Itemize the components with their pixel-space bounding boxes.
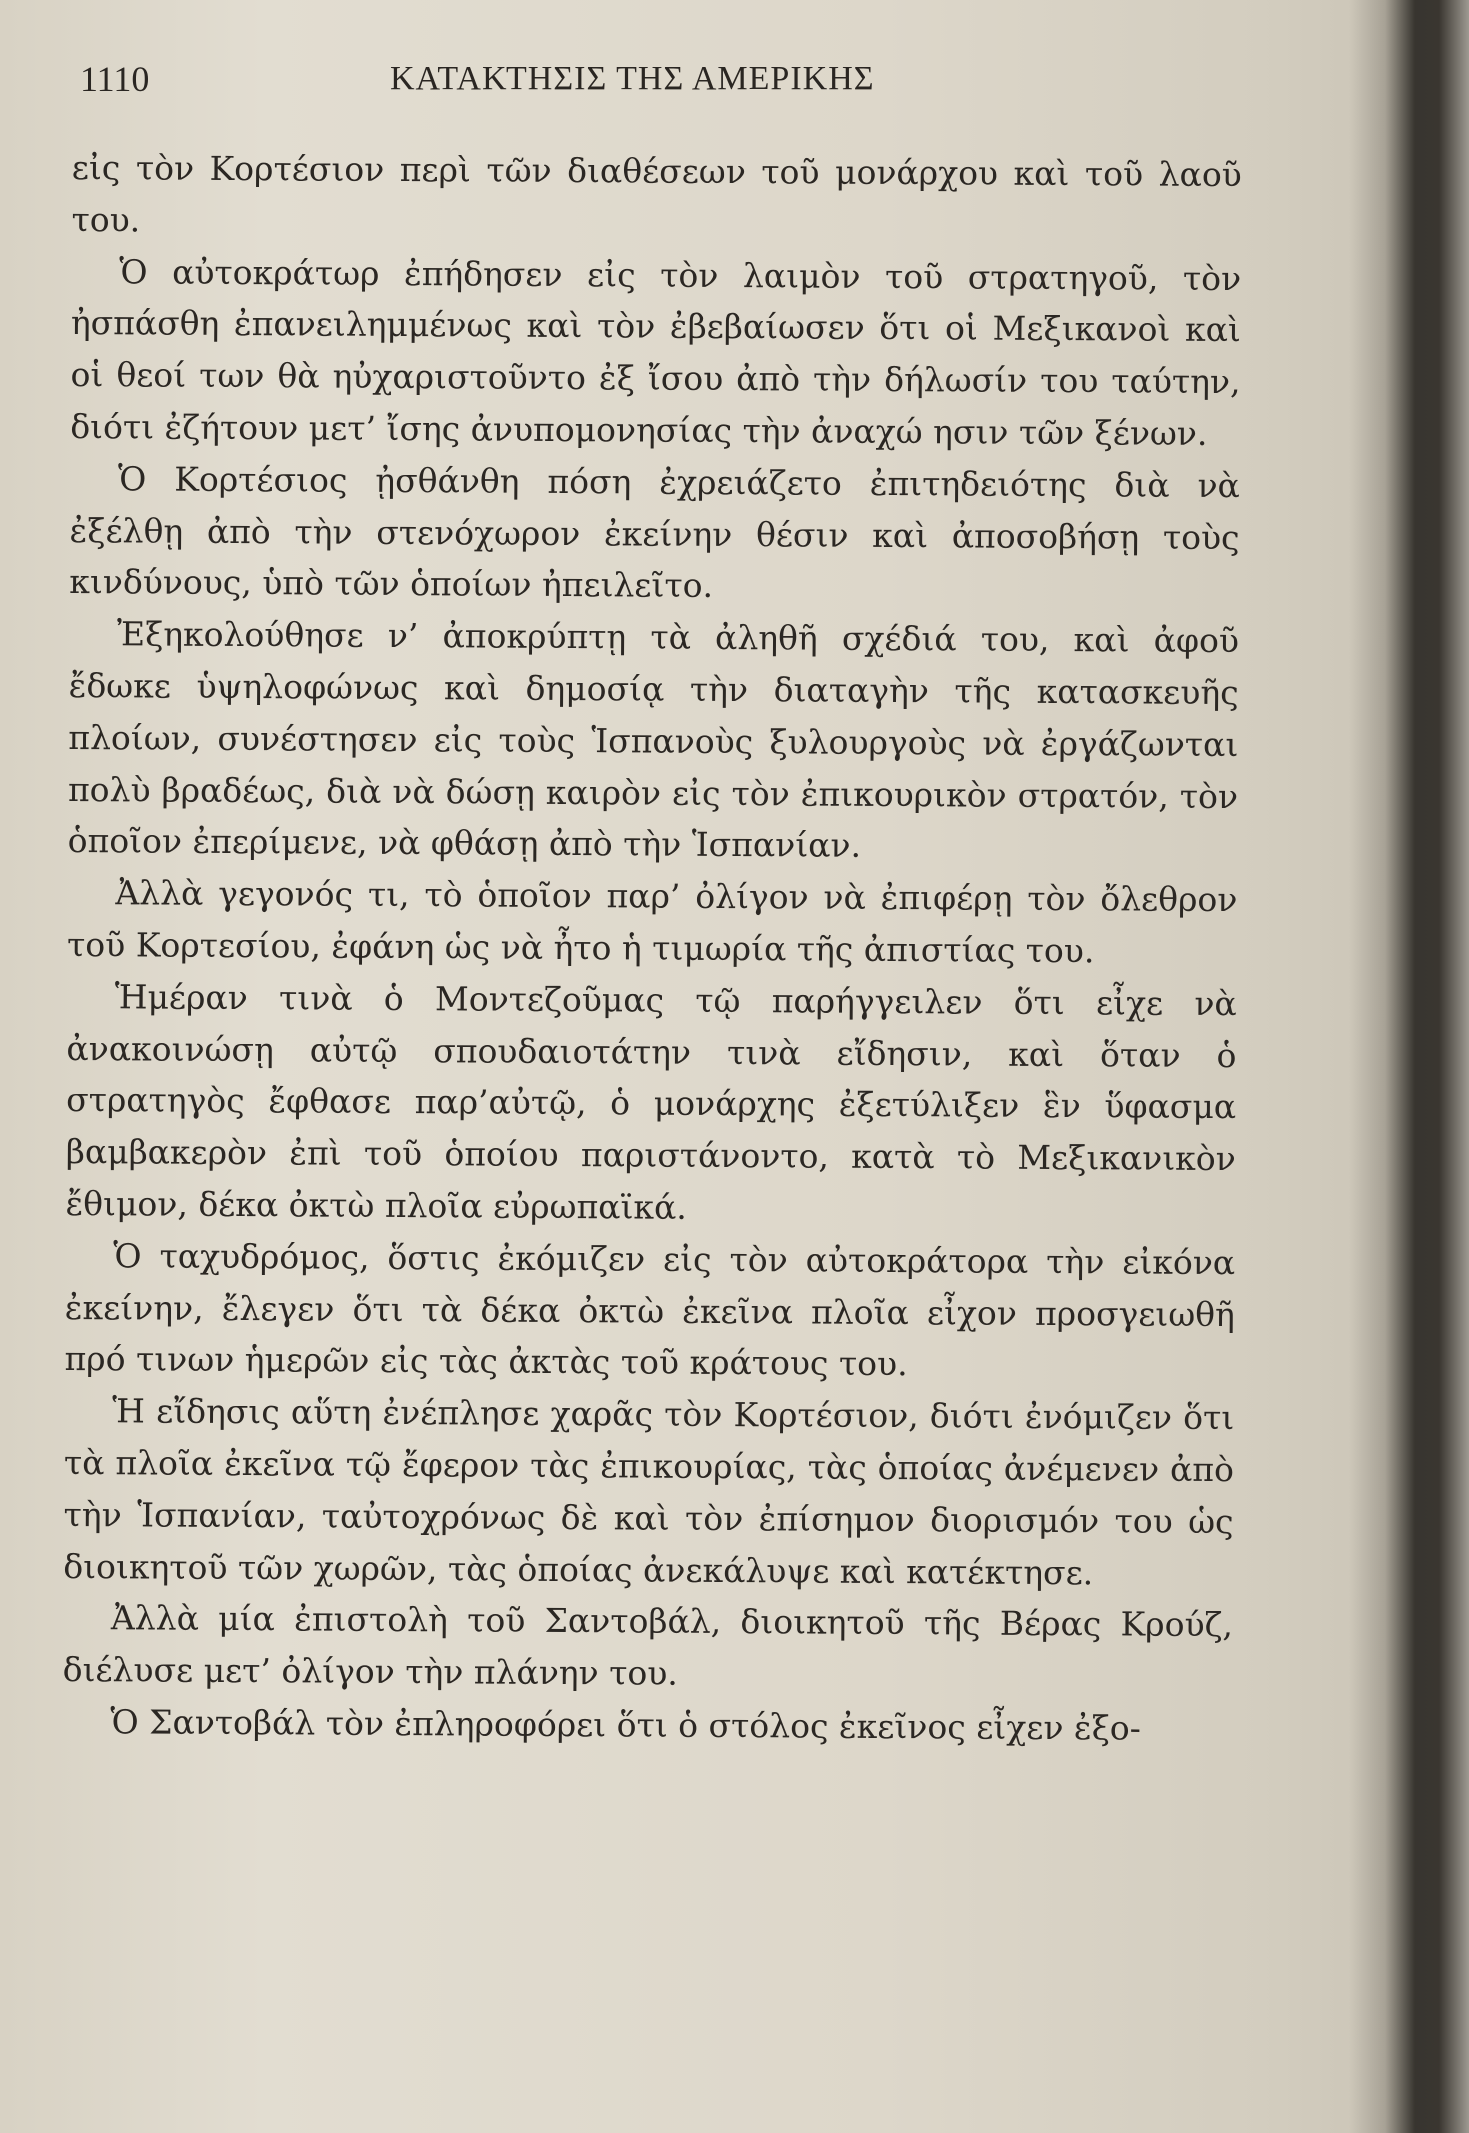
- page-number: 1110: [80, 59, 150, 99]
- paragraph: Ὁ Σαντοβάλ τὸν ἐπληροφόρει ὅτι ὁ στόλος ἐκεῖνος εἶχεν ἐξο-: [110, 1702, 1141, 1748]
- paragraph: Ὁ Κορτέσιος ᾐσθάνθη πόση ἐχρειάζετο ἐπιτηδειότης διὰ νὰ ἐξέλθῃ ἀπὸ τὴν στενόχωρον ἐκείνην θέσιν καὶ ἀποσοβήσῃ τοὺς κινδύνους, ὑπὸ τῶν ὁποίων ἠπειλεῖτο.: [69, 459, 1241, 606]
- page-header-title: ΚΑΤΑΚΤΗΣΙΣ ΤΗΣ ΑΜΕΡΙΚΗΣ: [390, 60, 875, 97]
- paragraph: Ἐξηκολούθησε ν’ ἀποκρύπτῃ τὰ ἀληθῆ σχέδιά του, καὶ ἀφοῦ ἔδωκε ὑψηλοφώνως καὶ δημοσίᾳ τὴν διαταγὴν τῆς κατασκευῆς πλοίων, συνέστησεν εἰς τοὺς Ἱσπανοὺς ξυλουργοὺς νὰ ἐργάζωνται πολὺ βραδέως, διὰ νὰ δώσῃ καιρὸν εἰς τὸν ἐπικουρικὸν στρατόν, τὸν ὁποῖον ἐπερίμενε, νὰ φθάσῃ ἀπὸ τὴν Ἱσπανίαν.: [67, 614, 1240, 866]
- paragraph: Ὁ ταχυδρόμος, ὅστις ἐκόμιζεν εἰς τὸν αὐτοκράτορα τὴν εἰκόνα ἐκείνην, ἔλεγεν ὅτι τὰ δέκα ὀκτὼ ἐκεῖνα πλοῖα εἶχον προσγειωθῆ πρό τινων ἡμερῶν εἰς τὰς ἀκτὰς τοῦ κράτους του.: [64, 1236, 1236, 1384]
- paragraph: Ἀλλὰ μία ἐπιστολὴ τοῦ Σαντοβάλ, διοικητοῦ τῆς Βέρας Κρούζ, διέλυσε μετ’ ὀλίγον τὴν πλάνην του.: [62, 1598, 1234, 1693]
- paragraph: Ὁ αὐτοκράτωρ ἐπήδησεν εἰς τὸν λαιμὸν τοῦ στρατηγοῦ, τὸν ἠσπάσθη ἐπανειλημμένως καὶ τὸν ἐβεβαίωσεν ὅτι οἱ Μεξικανοὶ καὶ οἱ θεοί των θὰ ηὐχαριστοῦντο ἐξ ἴσου ἀπὸ τὴν δήλωσίν του ταύτην, διότι ἐζήτουν μετ’ ἴσης ἀνυπομονησίας τὴν ἀναχώ ησιν τῶν ξένων.: [70, 251, 1242, 453]
- paragraph: Ἀλλὰ γεγονός τι, τὸ ὁποῖον παρ’ ὀλίγον νὰ ἐπιφέρῃ τὸν ὄλεθρον τοῦ Κορτεσίου, ἐφάνη ὡς νὰ ἦτο ἡ τιμωρία τῆς ἀπιστίας του.: [66, 873, 1238, 971]
- body-text: [60, 142, 1242, 2099]
- paragraph: εἰς τὸν Κορτέσιον περὶ τῶν διαθέσεων τοῦ μονάρχου καὶ τοῦ λαοῦ του.: [71, 147, 1242, 240]
- paragraph: Ἡμέραν τινὰ ὁ Μοντεζοῦμας τῷ παρήγγειλεν ὅτι εἶχε νὰ ἀνακοινώσῃ αὐτῷ σπουδαιοτάτην τινὰ εἴδησιν, καὶ ὅταν ὁ στρατηγὸς ἔφθασε παρ’αὐτῷ, ὁ μονάρχης ἐξετύλιξεν ἓν ὕφασμα βαμβακερὸν ἐπὶ τοῦ ὁποίου παριστάνοντο, κατὰ τὸ Μεξικανικὸν ἔθιμον, δέκα ὀκτὼ πλοῖα εὐρωπαϊκά.: [65, 977, 1237, 1227]
- book-gutter-shadow: [1349, 0, 1469, 2133]
- paragraph: Ἡ εἴδησις αὕτη ἐνέπλησε χαρᾶς τὸν Κορτέσιον, διότι ἐνόμιζεν ὅτι τὰ πλοῖα ἐκεῖνα τῷ ἔφερον τὰς ἐπικουρίας, τὰς ὁποίας ἀνέμενεν ἀπὸ τὴν Ἱσπανίαν, ταὐτοχρόνως δὲ καὶ τὸν ἐπίσημον διορισμόν του ὡς διοικητοῦ τῶν χωρῶν, τὰς ὁποίας ἀνεκάλυψε καὶ κατέκτησε.: [63, 1391, 1235, 1592]
- running-head: [70, 48, 1220, 118]
